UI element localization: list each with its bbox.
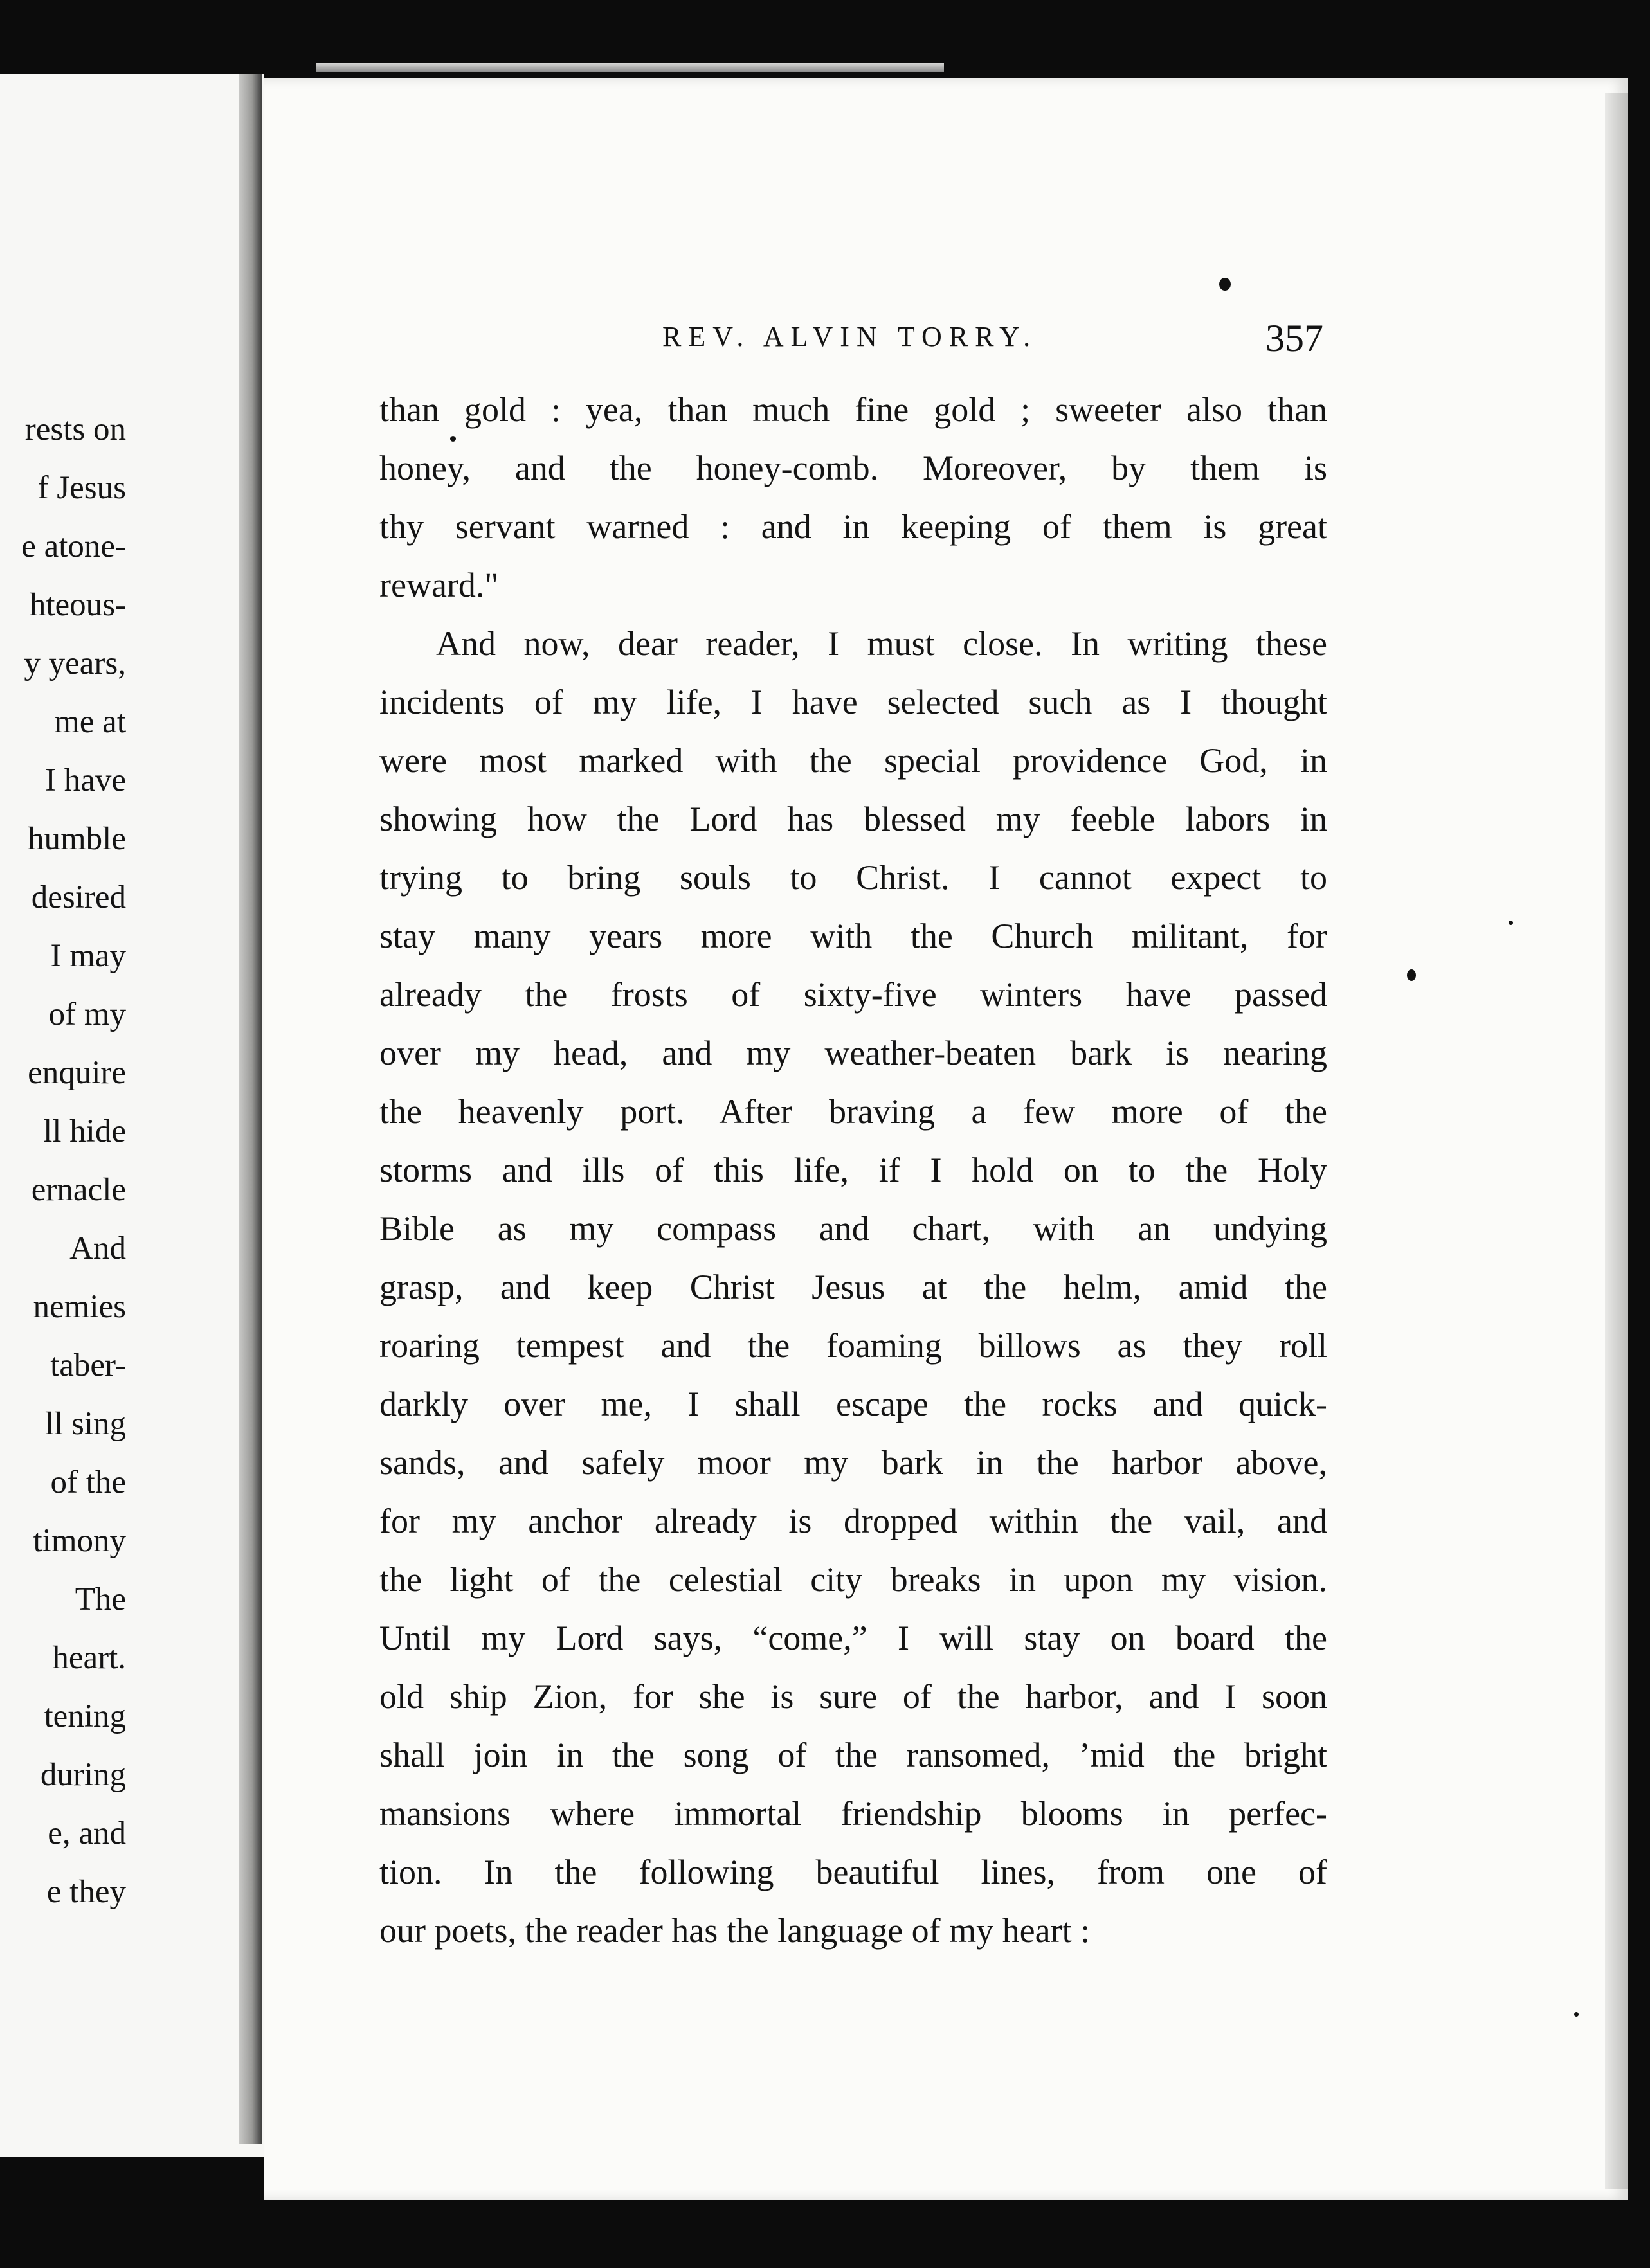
left-page-line: y years, [24, 645, 126, 681]
text-line: storms and ills of this life, if I hold on to the Holy [379, 1151, 1327, 1189]
left-page-line: hteous- [29, 587, 126, 623]
left-page-line: enquire [28, 1055, 126, 1091]
text-line: showing how the Lord has blessed my feeble labors in [379, 800, 1327, 838]
book-gutter [239, 74, 262, 2144]
left-page-line: The [75, 1581, 126, 1617]
text-line: sands, and safely moor my bark in the harbor above, [379, 1443, 1327, 1482]
left-page [0, 74, 264, 2157]
left-page-line: of the [50, 1464, 126, 1500]
left-page-line: desired [31, 879, 126, 915]
left-page-line: during [40, 1757, 126, 1793]
text-line: incidents of my life, I have selected such as I thought [379, 683, 1327, 721]
left-page-line: heart. [52, 1640, 126, 1676]
left-page-line: humble [28, 821, 126, 857]
right-page-edge [1605, 93, 1628, 2189]
left-page-line: me at [54, 704, 126, 740]
left-page-line: And [69, 1230, 126, 1266]
left-page-text [21, 401, 126, 1922]
text-line: honey, and the honey-comb. Moreover, by them is [379, 449, 1327, 487]
text-line: grasp, and keep Christ Jesus at the helm, amid the [379, 1268, 1327, 1306]
left-page-line: rests on [24, 411, 126, 447]
left-page-line: I have [44, 762, 126, 798]
left-page-line: I may [50, 938, 126, 974]
text-line: our poets, the reader has the language of my heart : [379, 1911, 1091, 1950]
text-line: for my anchor already is dropped within the vail, and [379, 1502, 1327, 1540]
ink-speck [450, 436, 456, 442]
text-line: shall join in the song of the ransomed, ’mid the bright [379, 1736, 1327, 1774]
page-body-text [379, 381, 1327, 1960]
left-page-line: e, and [48, 1815, 126, 1851]
left-page-line: tening [44, 1698, 126, 1734]
left-page-line: taber- [50, 1347, 126, 1383]
ink-speck [1509, 921, 1513, 925]
page-top-edge [316, 63, 944, 72]
text-line: mansions where immortal friendship blooms in perfec- [379, 1794, 1327, 1833]
text-line: tion. In the following beautiful lines, from one of [379, 1853, 1327, 1891]
text-line: reward." [379, 566, 499, 604]
text-line: Bible as my compass and chart, with an undying [379, 1209, 1327, 1248]
text-line: darkly over me, I shall escape the rocks and quick- [379, 1385, 1327, 1423]
left-page-line: nemies [33, 1289, 126, 1325]
text-line: old ship Zion, for she is sure of the harbor, and I soon [379, 1677, 1327, 1716]
ink-speck [1574, 2012, 1579, 2017]
text-line: Until my Lord says, “come,” I will stay on board the [379, 1619, 1327, 1657]
left-page-line: e atone- [21, 528, 126, 564]
text-line: stay many years more with the Church militant, for [379, 917, 1327, 955]
left-page-line: f Jesus [37, 470, 126, 506]
text-line: the heavenly port. After braving a few more of the [379, 1092, 1327, 1131]
text-line: over my head, and my weather-beaten bark is nearing [379, 1034, 1327, 1072]
text-line: were most marked with the special providence God, in [379, 741, 1327, 780]
left-page-line: e they [46, 1874, 126, 1910]
text-line: roaring tempest and the foaming billows as they roll [379, 1326, 1327, 1365]
page-number: 357 [1265, 317, 1323, 359]
text-line: than gold : yea, than much fine gold ; sweeter also than [379, 390, 1327, 429]
left-page-line: timony [33, 1523, 126, 1559]
text-line: thy servant warned : and in keeping of them is great [379, 507, 1327, 546]
running-head: REV. ALVIN TORRY. [662, 321, 1038, 352]
text-line: trying to bring souls to Christ. I cannot expect to [379, 858, 1327, 897]
left-page-line: of my [48, 996, 126, 1032]
text-line: already the frosts of sixty-five winters have passed [379, 975, 1327, 1014]
ink-speck [1219, 278, 1231, 291]
left-page-line: ll hide [43, 1113, 126, 1149]
text-line: the light of the celestial city breaks in upon my vision. [379, 1560, 1327, 1599]
text-line: And now, dear reader, I must close. In writing these [436, 624, 1327, 663]
ink-speck [1407, 969, 1416, 981]
left-page-line: ernacle [31, 1172, 126, 1208]
left-page-line: ll sing [44, 1406, 126, 1442]
